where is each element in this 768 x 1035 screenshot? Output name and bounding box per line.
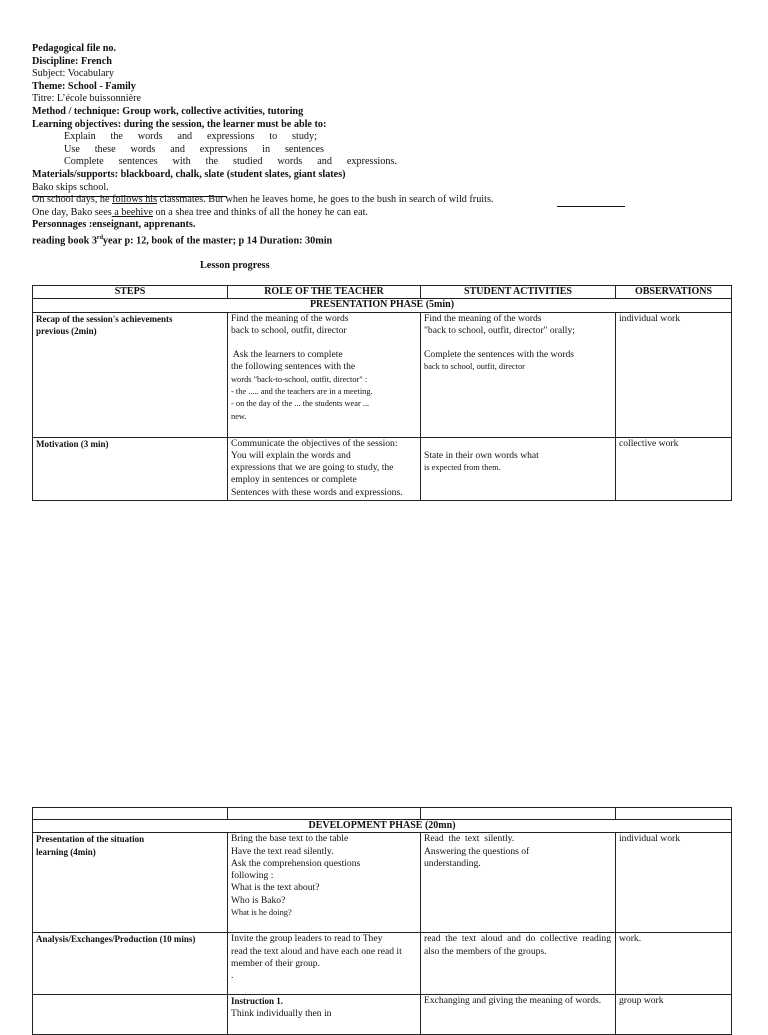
discipline: Discipline: French xyxy=(32,55,112,67)
step-cell xyxy=(33,995,228,1035)
observation-cell: collective work xyxy=(616,437,732,500)
objective-1: Explain the words and expressions to study; xyxy=(64,131,317,143)
file-number: Pedagogical file no. xyxy=(32,43,117,54)
development-table xyxy=(32,807,732,1035)
table-row xyxy=(33,437,732,500)
step-cell: Presentation of the situation learning (4min) xyxy=(33,833,228,933)
empty-header-cell xyxy=(228,808,421,820)
subject: Subject: Vocabulary xyxy=(32,68,114,80)
student-cell: Read the text silently. Answering the questions of understanding. xyxy=(421,833,616,933)
lesson-progress-title: Lesson progress xyxy=(200,260,270,271)
observation-cell: work. xyxy=(616,933,732,995)
table-row xyxy=(33,312,732,437)
materials: Materials/supports: blackboard, chalk, slate (student slates, giant slates) xyxy=(32,168,346,180)
empty-header-cell xyxy=(421,808,616,820)
empty-header-cell xyxy=(33,808,228,820)
text-line-1: Bako skips school. xyxy=(32,181,109,193)
teacher-cell: Bring the base text to the table Have the text read silently. Ask the comprehension questions following : What is the text about? Who is Bako? What is he doing? xyxy=(228,833,421,933)
empty-header-cell xyxy=(616,808,732,820)
teacher-cell: Instruction 1. Think individually then in xyxy=(228,995,421,1035)
titre: Titre: L’école buissonnière xyxy=(32,93,142,105)
personnages: Personnages :enseignant, apprenants. xyxy=(32,219,196,231)
observation-cell: individual work xyxy=(616,833,732,933)
table-row xyxy=(33,995,732,1035)
theme: Theme: School - Family xyxy=(32,80,136,92)
teacher-cell: Find the meaning of the words back to school, outfit, director Ask the learners to complete the following sentences with the words "back-to-school, outfit, director" : - the ..... and the teachers are in a meeting. - on the day of the ... the students wear ... new. xyxy=(228,312,421,437)
divider-line xyxy=(32,196,227,197)
student-cell: read the text aloud and do collective reading also the members of the groups. xyxy=(421,933,616,995)
header-student-activities: STUDENT ACTIVITIES xyxy=(421,286,616,299)
student-cell: State in their own words what is expected from them. xyxy=(421,437,616,500)
text-line-2: On school days, he follows his classmates. But when he leaves home, he goes to the bush in search of wild fruits. xyxy=(32,194,494,206)
development-phase-title: DEVELOPMENT PHASE (20mn) xyxy=(33,820,732,833)
teacher-cell: Communicate the objectives of the session: You will explain the words and expressions that we are going to study, the employ in sentences or complete Sentences with these words and expressions. xyxy=(228,437,421,500)
header-steps: STEPS xyxy=(33,286,228,299)
student-cell: Exchanging and giving the meaning of words. xyxy=(421,995,616,1035)
step-cell: Analysis/Exchanges/Production (10 mins) xyxy=(33,933,228,995)
observation-cell: group work xyxy=(616,995,732,1035)
step-cell: Recap of the session's achievements previous (2min) xyxy=(33,312,228,437)
student-cell: Find the meaning of the words "back to school, outfit, director" orally; Complete the sentences with the words back to school, outfit, director xyxy=(421,312,616,437)
teacher-cell: Invite the group leaders to read to They read the text aloud and have each one read it member of their group. . xyxy=(228,933,421,995)
table-row xyxy=(33,933,732,995)
objectives-title: Learning objectives: during the session, the learner must be able to: xyxy=(32,118,327,130)
objective-2: Use these words and expressions in sentences xyxy=(64,143,324,155)
blank-line xyxy=(557,206,625,207)
presentation-phase-title: PRESENTATION PHASE (5min) xyxy=(33,299,732,312)
header-role-teacher: ROLE OF THE TEACHER xyxy=(228,286,421,299)
header-observations: OBSERVATIONS xyxy=(616,286,732,299)
step-cell: Motivation (3 min) xyxy=(33,437,228,500)
table-row xyxy=(33,833,732,933)
reading-reference: reading book 3rdyear p: 12, book of the master; p 14 Duration: 30min xyxy=(32,234,333,247)
presentation-table xyxy=(32,285,732,501)
objective-3: Complete sentences with the studied words and expressions. xyxy=(64,156,397,168)
observation-cell: individual work xyxy=(616,312,732,437)
document-header xyxy=(32,43,732,248)
method: Method / technique: Group work, collective activities, tutoring xyxy=(32,105,304,117)
text-line-3: One day, Bako sees a beehive on a shea tree and thinks of all the honey he can eat. xyxy=(32,206,368,218)
